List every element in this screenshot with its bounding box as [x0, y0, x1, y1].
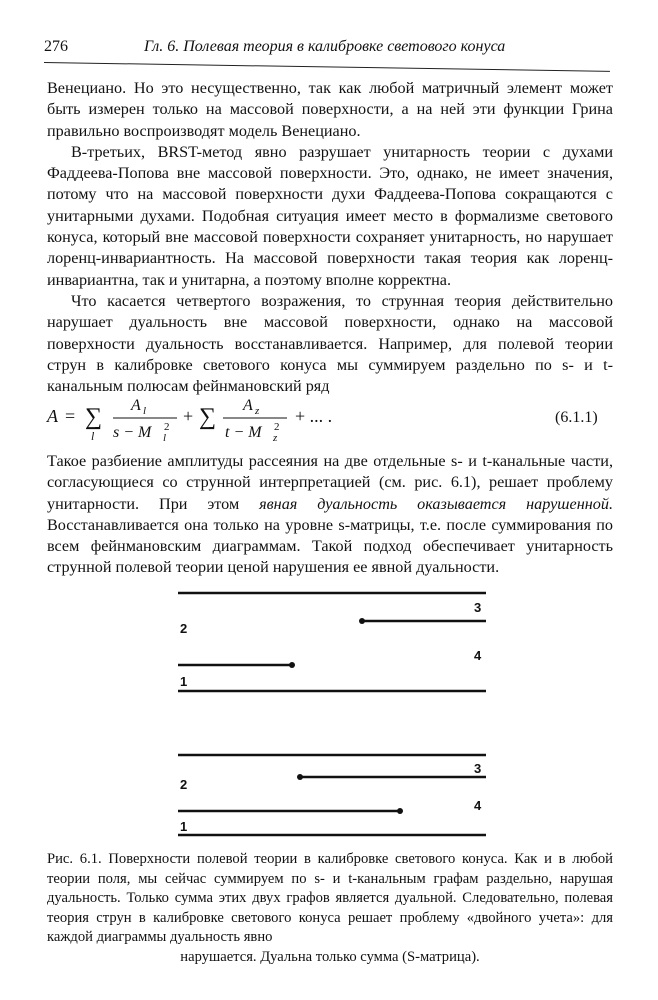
- eq-sum-1-index: l: [91, 429, 95, 443]
- eq-num-2: A: [243, 397, 253, 414]
- figure-caption: [47, 850, 613, 967]
- running-title: Гл. 6. Полевая теория в калибровке светового конуса: [144, 38, 506, 55]
- paragraph-4-emphasis: явная дуальность оказывается нарушенной.: [259, 494, 613, 513]
- bottom-vertex-1: [397, 808, 403, 814]
- top-label-2: 2: [180, 621, 188, 636]
- eq-plus: +: [183, 406, 194, 426]
- eq-den-2: t − M: [225, 424, 262, 441]
- eq-equals: =: [65, 406, 76, 426]
- figure-svg: [160, 585, 500, 845]
- eq-num-2-sub: z: [255, 405, 260, 417]
- paragraph-4: [47, 451, 613, 579]
- bottom-vertex-3: [297, 774, 303, 780]
- paragraph-3: Что касается четвертого возражения, то струнная теория действительно нарушает дуальность вне массовой поверхности, однако на массовой поверхности дуальность восстанавливается. Например, для полевой теории струн в калибровке светового конуса мы суммируем раздельно по s- и t-канальным полюсам фейнмановский ряд: [47, 291, 613, 396]
- paragraph-2: В-третьих, BRST-метод явно разрушает унитарность теории с духами Фаддеева-Попова вне массовой поверхности. Это, однако, не имеет значения, потому что на массовой поверхности духи Фаддеева-Попова сокращаются с унитарными духами. Подобная ситуация имеет место в формализме светового конуса, который вне массовой поверхности сохраняет унитарность, но нарушает лоренц-инвариантность. На массовой поверхности такая теория как лоренц-инвариантна, так и унитарна, а поэтому вполне корректна.: [47, 142, 613, 289]
- top-label-1: 1: [180, 674, 188, 689]
- top-vertex-3: [359, 618, 365, 624]
- eq-den-1: s − M: [113, 424, 152, 441]
- eq-sum-2: ∑: [199, 404, 217, 430]
- eq-den-2-sup: 2: [274, 421, 280, 433]
- eq-lhs: A: [47, 406, 58, 426]
- caption-last-line: нарушается. Дуальна только сумма (S-матрица).: [180, 948, 480, 965]
- bottom-label-3: 3: [474, 761, 482, 776]
- top-label-3: 3: [474, 600, 482, 615]
- equation-6-1-1: [47, 392, 613, 444]
- top-label-4: 4: [474, 648, 482, 663]
- eq-den-1-sub: l: [163, 432, 167, 444]
- eq-sum-1: ∑: [85, 404, 103, 430]
- bottom-label-4: 4: [474, 798, 482, 813]
- paragraph-4-part-1: Такое разбиение амплитуды рассеяния на две отдельные s- и t-канальные части, согласующиеся со струнной интерпретацией (см. рис. 6.1), решает проблему унитарности. При этом: [47, 452, 613, 513]
- eq-tail: + ... .: [295, 406, 333, 426]
- header-rule: [44, 62, 610, 72]
- paragraph-4-part-2: Восстанавливается она только на уровне s-матрицы, т.е. после суммирования по всем фейнмановским диаграммам. Такой подход обеспечивает унитарность струнной полевой теории ценой нарушения ее явной дуальности.: [47, 515, 613, 577]
- bottom-label-2: 2: [180, 777, 188, 792]
- figure-6-1: [160, 585, 500, 845]
- page-number: 276: [44, 38, 68, 55]
- eq-num-1: A: [131, 397, 141, 414]
- eq-num-1-sub: l: [143, 405, 147, 417]
- body-text: [47, 78, 613, 397]
- caption-text: Рис. 6.1. Поверхности полевой теории в калибровке светового конуса. Как и в любой теории поля, мы сейчас суммируем по s- и t-канальным графам раздельно, нарушая дуальность. Только сумма этих двух графов является дуальной. Следовательно, полевая теория струн в калибровке светового конуса решает проблему «двойного учета»: для каждой диаграммы дуальность явно: [47, 851, 613, 945]
- eq-number: (6.1.1): [555, 409, 598, 426]
- top-vertex-1: [289, 662, 295, 668]
- eq-den-2-sub: z: [273, 432, 278, 444]
- page-header: [44, 38, 612, 60]
- paragraph-1: Венециано. Но это несущественно, так как любой матричный элемент может быть измерен только на массовой поверхности, а на ней эти функции Грина правильно воспроизводят модель Венециано.: [47, 79, 613, 140]
- eq-den-1-sup: 2: [164, 421, 170, 433]
- bottom-label-1: 1: [180, 819, 188, 834]
- equation-svg: [47, 392, 613, 444]
